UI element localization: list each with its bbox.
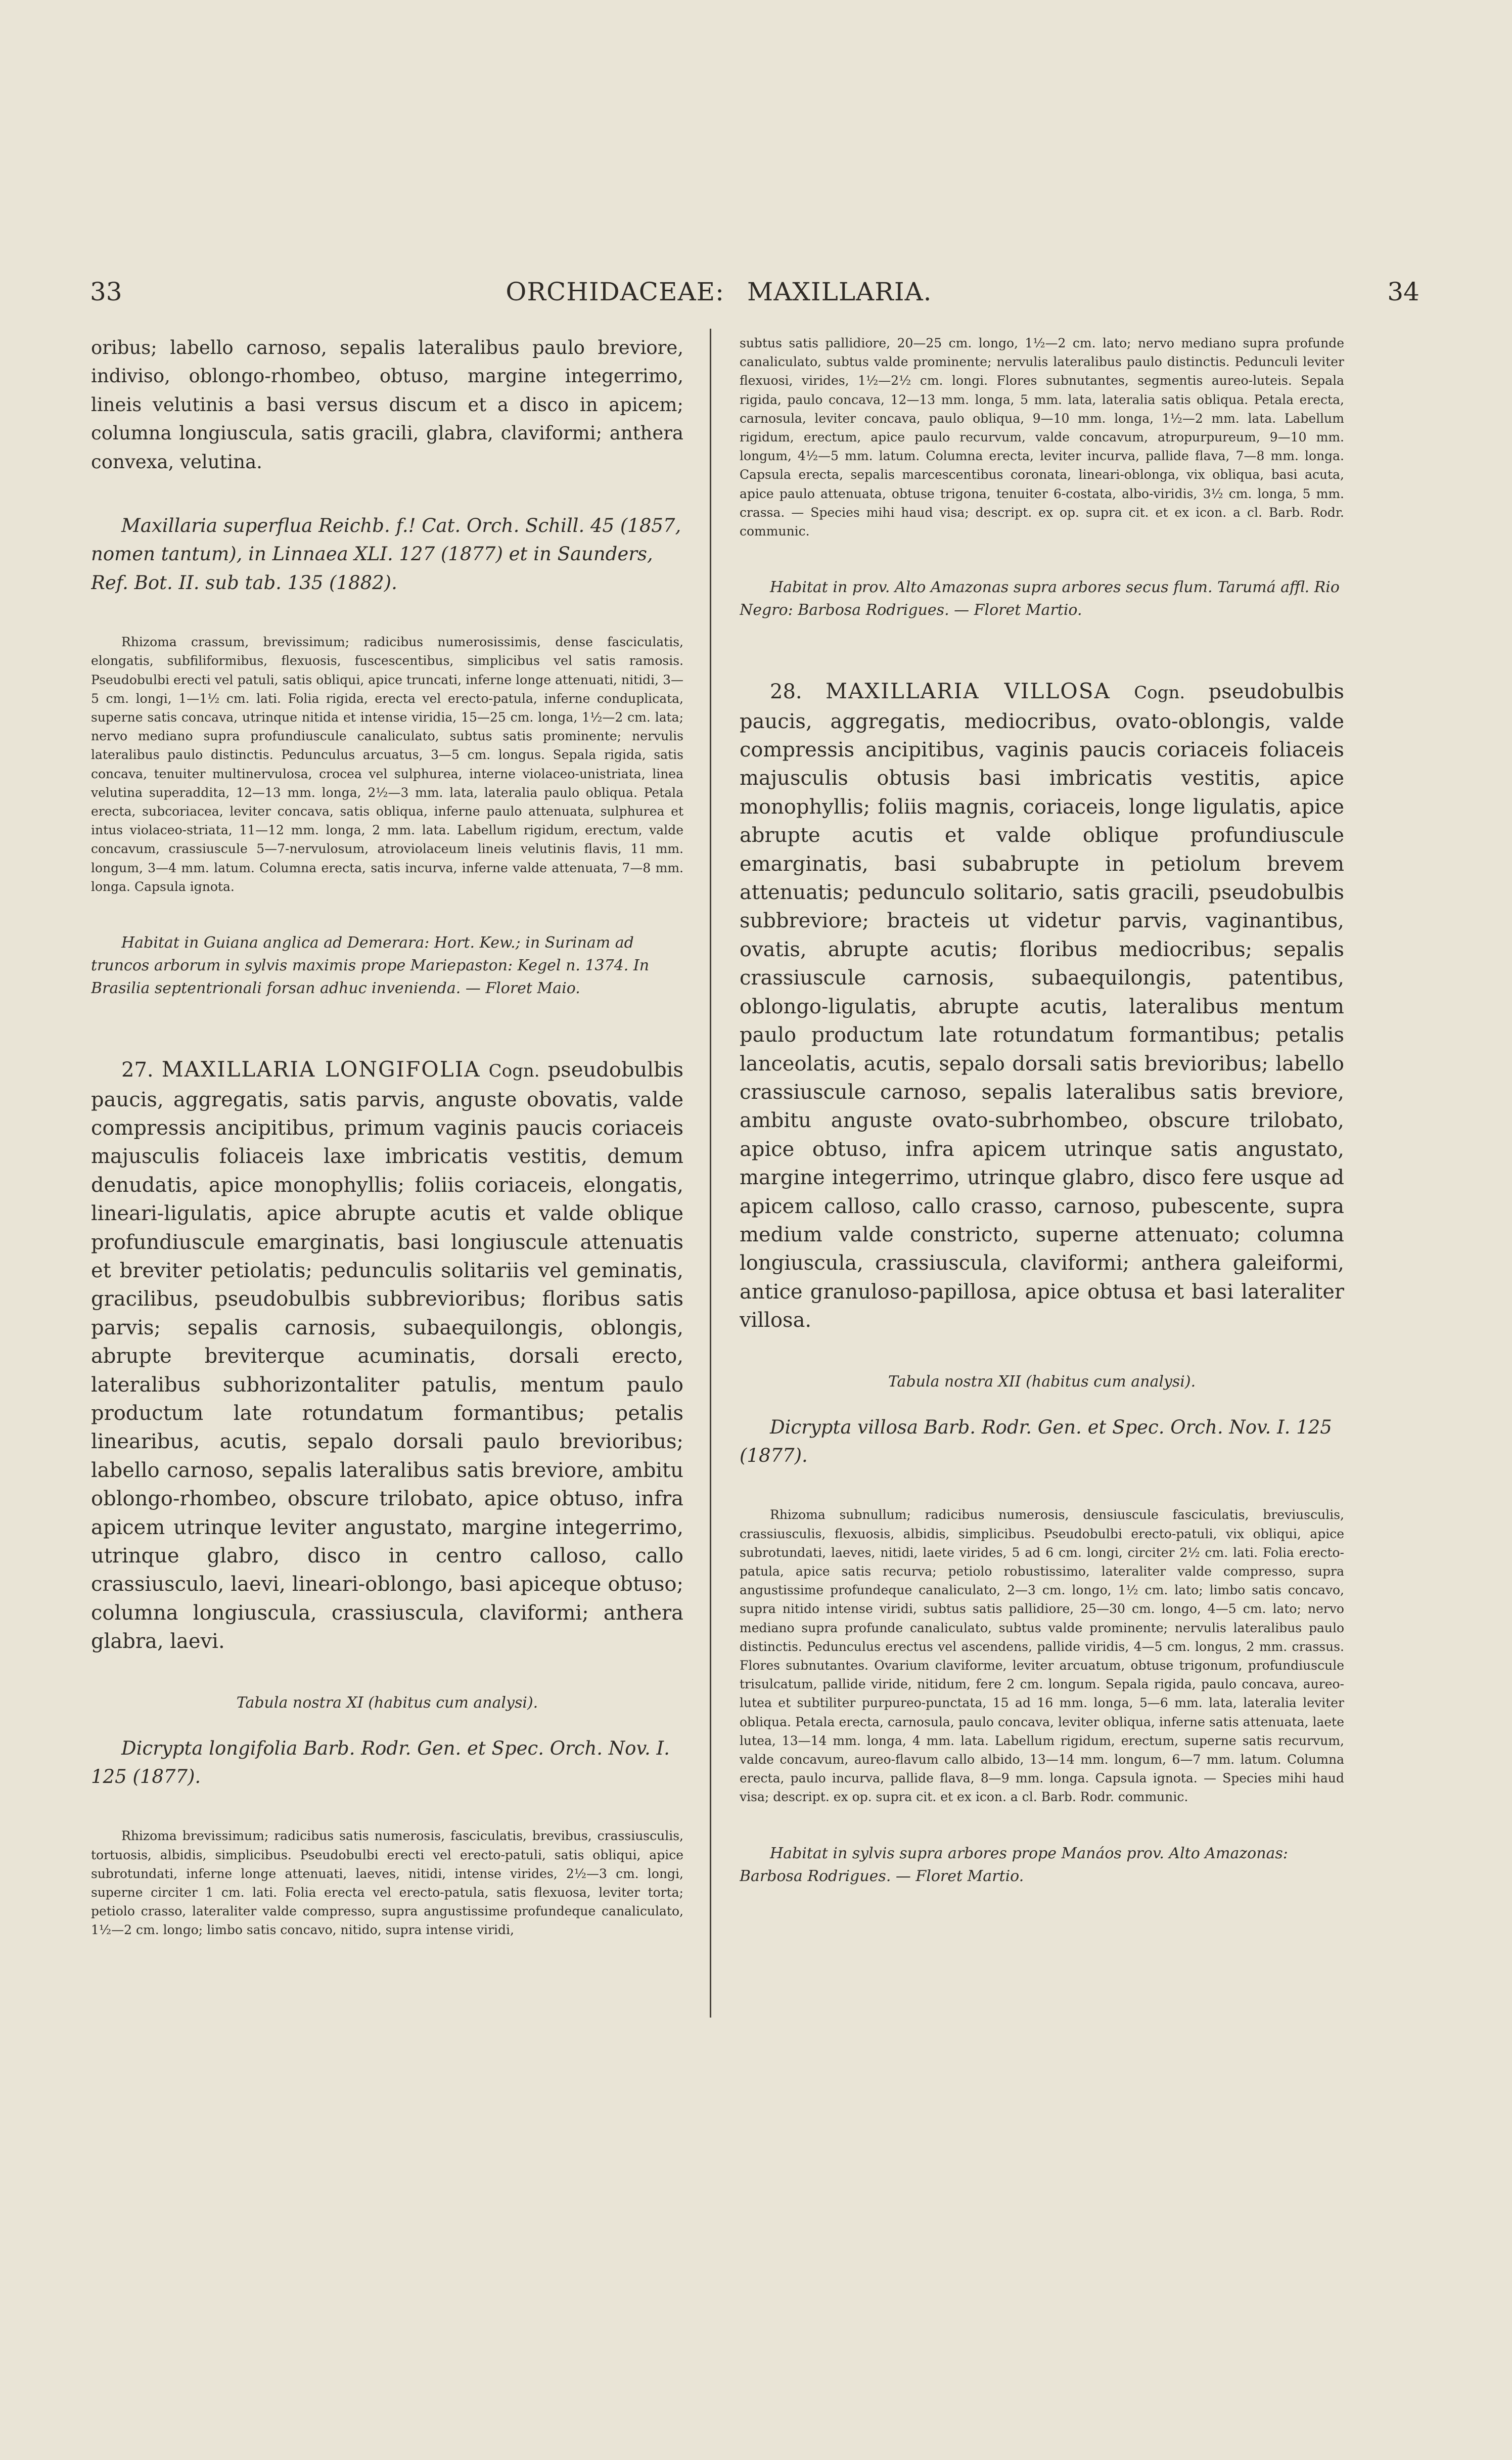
page-header <box>90 277 1419 318</box>
page-number-left: 33 <box>90 277 122 306</box>
left-column <box>91 334 683 2235</box>
species-number: 28. <box>770 680 802 704</box>
diagnosis-continued: oribus; labello carnoso, sepalis lateralibus paulo breviore, indiviso, oblongo-rhombeo, obtuso, margine integerrimo, lineis velutinis a basi versus discum et a disco in apicem; columna longiuscula, satis gracili, glabra, claviformi; anthera convexa, velutina. <box>91 337 683 473</box>
running-title-genus: MAXILLARIA. <box>747 277 932 306</box>
species-description-2: Rhizoma brevissimum; radicibus satis numerosis, fasciculatis, brevibus, crassiusculis, tortuosis, albidis, simplicibus. Pseudobulbi erecti vel erecto-patuli, satis obliqui, apice subrotundati, inferne longe attenuati, laeves, nitidi, intense virides, 2½—3 cm. longi, superne circiter 1 cm. lati. Folia erecta vel erecto-patula, satis flexuosa, leviter torta; petiolo crasso, lateraliter valde compresso, supra angustissime profundeque canaliculato, 1½—2 cm. longo; limbo satis concavo, nitido, supra intense viridi, <box>91 1828 683 1938</box>
species-entry-28 <box>740 677 1344 1334</box>
species-description-continued: subtus satis pallidiore, 20—25 cm. longo, 1½—2 cm. lato; nervo mediano supra profunde canaliculato, subtus valde prominente; nervulis lateralibus paulo distinctis. Pedunculi leviter flexuosi, virides, 1½—2½ cm. longi. Flores subnutantes, segmentis aureo-luteis. Sepala rigida, paulo concava, 12—13 mm. longa, 5 mm. lata, lateralia satis obliqua. Petala erecta, carnosula, leviter concava, paulo obliqua, 9—10 mm. longa, 1½—2 mm. lata. Labellum rigidum, erectum, apice paulo recurvum, valde concavum, atropurpureum, 9—10 mm. longum, 4½—5 mm. latum. Columna erecta, leviter incurva, pallide flava, 7—8 mm. longa. Capsula erecta, sepalis marcescentibus coronata, lineari-oblonga, vix obliqua, basi acuta, apice paulo attenuata, obtuse trigona, tenuiter 6-costata, albo-viridis, 3½ cm. longa, 5 mm. crassa. — Species mihi haud visa; descript. ex op. supra cit. et ex icon. a cl. Barb. Rodr. communic. <box>740 336 1344 539</box>
habitat-note: Habitat in Guiana anglica ad Demerara: Hort. Kew.; in Surinam ad truncos arborum in sylvis maximis prope Mariepaston: Kegel n. 1374. In Brasilia septentrionali forsan adhuc invenienda. — Floret Maio. <box>91 934 650 998</box>
species-number: 27. <box>121 1058 154 1082</box>
species-entry-27 <box>91 1055 683 1656</box>
species-description: Rhizoma crassum, brevissimum; radicibus numerosissimis, dense fasciculatis, elongatis, subfiliformibus, flexuosis, fuscescentibus, simplicibus vel satis ramosis. Pseudobulbi erecti vel patuli, satis obliqui, apice truncati, inferne longe attenuati, nitidi, 3—5 cm. longi, 1—1½ cm. lati. Folia rigida, erecta vel erecto-patula, inferne conduplicata, superne satis concava, utrinque nitida et intense viridia, 15—25 cm. longa, 1½—2 cm. lata; nervo mediano supra profundiuscule canaliculato, subtus satis prominente; nervulis lateralibus paulo distinctis. Pedunculus arcuatus, 3—5 cm. longus. Sepala rigida, satis concava, tenuiter multinervulosa, crocea vel sulphurea, interne violaceo-unistriata, linea velutina superaddita, 12—13 mm. longa, 2½—3 mm. lata, lateralia paulo obliqua. Petala erecta, subcoriacea, leviter concava, satis obliqua, inferne paulo attenuata, sulphurea et intus violaceo-striata, 11—12 mm. longa, 2 mm. lata. Labellum rigidum, erectum, valde concavum, crassiuscule 5—7-nervulosum, atroviolaceum lineis velutinis flavis, 11 mm. longum, 3—4 mm. latum. Columna erecta, satis incurva, inferne valde attenuata, 7—8 mm. longa. Capsula ignota. <box>91 635 683 894</box>
habitat-note-3: Habitat in sylvis supra arbores prope Manáos prov. Alto Amazonas: Barbosa Rodrigues. — Floret Martio. <box>740 1844 1288 1885</box>
species-diagnosis: pseudobulbis paucis, aggregatis, mediocribus, ovato-oblongis, valde compressis ancipitibus, vaginis paucis coriaceis foliaceis majusculis obtusis basi imbricatis vestitis, apice monophyllis; foliis magnis, coriaceis, longe ligulatis, apice abrupte acutis et valde oblique profundiuscule emarginatis, basi subabrupte in petiolum brevem attenuatis; pedunculo solitario, satis gracili, pseudobulbis subbreviore; bracteis ut videtur parvis, vaginantibus, ovatis, abrupte acutis; floribus mediocribus; sepalis crassiuscule carnosis, subaequilongis, patentibus, oblongo-ligulatis, abrupte acutis, lateralibus mentum paulo productum late rotundatum formantibus; petalis lanceolatis, acutis, sepalo dorsali satis brevioribus; labello crassiuscule carnoso, sepalis lateralibus satis breviore, ambitu anguste ovato-subrhombeo, obscure trilobato, apice obtuso, infra apicem utrinque satis angustato, margine integerrimo, utrinque glabro, disco fere usque ad apicem calloso, callo crasso, carnoso, pubescente, supra medium valde constricto, superne attenuato; columna longiuscula, crassiuscula, claviformi; anthera galeiformi, antice granuloso-papillosa, apice obtusa et basi lateraliter villosa. <box>740 680 1344 1332</box>
plate-reference: Tabula nostra XI (habitus cum analysi). <box>236 1693 538 1712</box>
species-name: MAXILLARIA VILLOSA <box>826 679 1111 704</box>
species-description-3: Rhizoma subnullum; radicibus numerosis, densiuscule fasciculatis, breviusculis, crassiusculis, flexuosis, albidis, simplicibus. Pseudobulbi erecto-patuli, vix obliqui, apice subrotundati, laeves, nitidi, laete virides, 5 ad 6 cm. longi, circiter 2½ cm. lati. Folia erecto-patula, apice satis recurva; petiolo robustissimo, lateraliter valde compresso, supra angustissime profundeque canaliculato, 2—3 cm. longo, 1½ cm. lato; limbo satis concavo, supra nitido intense viridi, subtus satis pallidiore, 25—30 cm. longo, 4—5 cm. lato; nervo mediano supra profunde canaliculato, subtus valde prominente; nervulis lateralibus paulo distinctis. Pedunculus erectus vel ascendens, pallide viridis, 4—5 cm. longus, 2 mm. crassus. Flores subnutantes. Ovarium claviforme, leviter arcuatum, obtuse trigonum, profundiuscule trisulcatum, pallide viride, nitidum, fere 2 cm. longum. Sepala rigida, paulo concava, aureo-lutea et subtiliter purpureo-punctata, 15 ad 16 mm. longa, 5—6 mm. lata, lateralia leviter obliqua. Petala erecta, carnosula, paulo concava, leviter obliqua, inferne satis attenuata, laete lutea, 13—14 mm. longa, 4 mm. lata. Labellum rigidum, erectum, superne satis recurvum, valde concavum, aureo-flavum callo albido, 13—14 mm. longum, 6—7 mm. latum. Columna erecta, paulo incurva, pallide flava, 8—9 mm. longa. Capsula ignota. — Species mihi haud visa; descript. ex op. supra cit. et ex icon. a cl. Barb. Rodr. communic. <box>740 1507 1344 1805</box>
right-column <box>740 334 1344 2104</box>
synonym-citation-3: Dicrypta villosa Barb. Rodr. Gen. et Spec. Orch. Nov. I. 125 (1877). <box>740 1416 1332 1466</box>
column-rule <box>710 329 711 2018</box>
habitat-note-2: Habitat in prov. Alto Amazonas supra arbores secus flum. Tarumá affl. Rio Negro: Barbosa Rodrigues. — Floret Martio. <box>740 578 1340 619</box>
species-diagnosis: pseudobulbis paucis, aggregatis, satis parvis, anguste obovatis, valde compressis ancipitibus, primum vaginis paucis coriaceis majusculis foliaceis laxe imbricatis vestitis, demum denudatis, apice monophyllis; foliis coriaceis, elongatis, lineari-ligulatis, apice abrupte acutis et valde oblique profundiuscule emarginatis, basi longiuscule attenuatis et breviter petiolatis; pedunculis solitariis vel geminatis, gracilibus, pseudobulbis subbrevioribus; floribus satis parvis; sepalis carnosis, subaequilongis, oblongis, abrupte breviterque acuminatis, dorsali erecto, lateralibus subhorizontaliter patulis, mentum paulo productum late rotundatum formantibus; petalis linearibus, acutis, sepalo dorsali paulo brevioribus; labello carnoso, sepalis lateralibus satis breviore, ambitu oblongo-rhombeo, obscure trilobato, apice obtuso, infra apicem utrinque leviter angustato, margine integerrimo, utrinque glabro, disco in centro calloso, callo crassiusculo, laevi, lineari-oblongo, basi apiceque obtuso; columna longiuscula, crassiuscula, claviformi; anthera glabra, laevi. <box>91 1058 683 1653</box>
species-author: Cogn. <box>1134 683 1185 703</box>
page-number-right: 34 <box>1387 277 1419 306</box>
plate-reference-2: Tabula nostra XII (habitus cum analysi). <box>888 1372 1196 1391</box>
synonym-citation-2: Dicrypta longifolia Barb. Rodr. Gen. et Spec. Orch. Nov. I. 125 (1877). <box>91 1737 670 1788</box>
synonym-citation: Maxillaria superflua Reichb. f.! Cat. Orch. Schill. 45 (1857, nomen tantum), in Linnaea XLI. 127 (1877) et in Saunders, Ref. Bot. II. sub tab. 135 (1882). <box>91 515 681 594</box>
species-author: Cogn. <box>488 1061 540 1082</box>
running-title-family: ORCHIDACEAE: <box>506 277 724 306</box>
species-name: MAXILLARIA LONGIFOLIA <box>161 1057 481 1082</box>
